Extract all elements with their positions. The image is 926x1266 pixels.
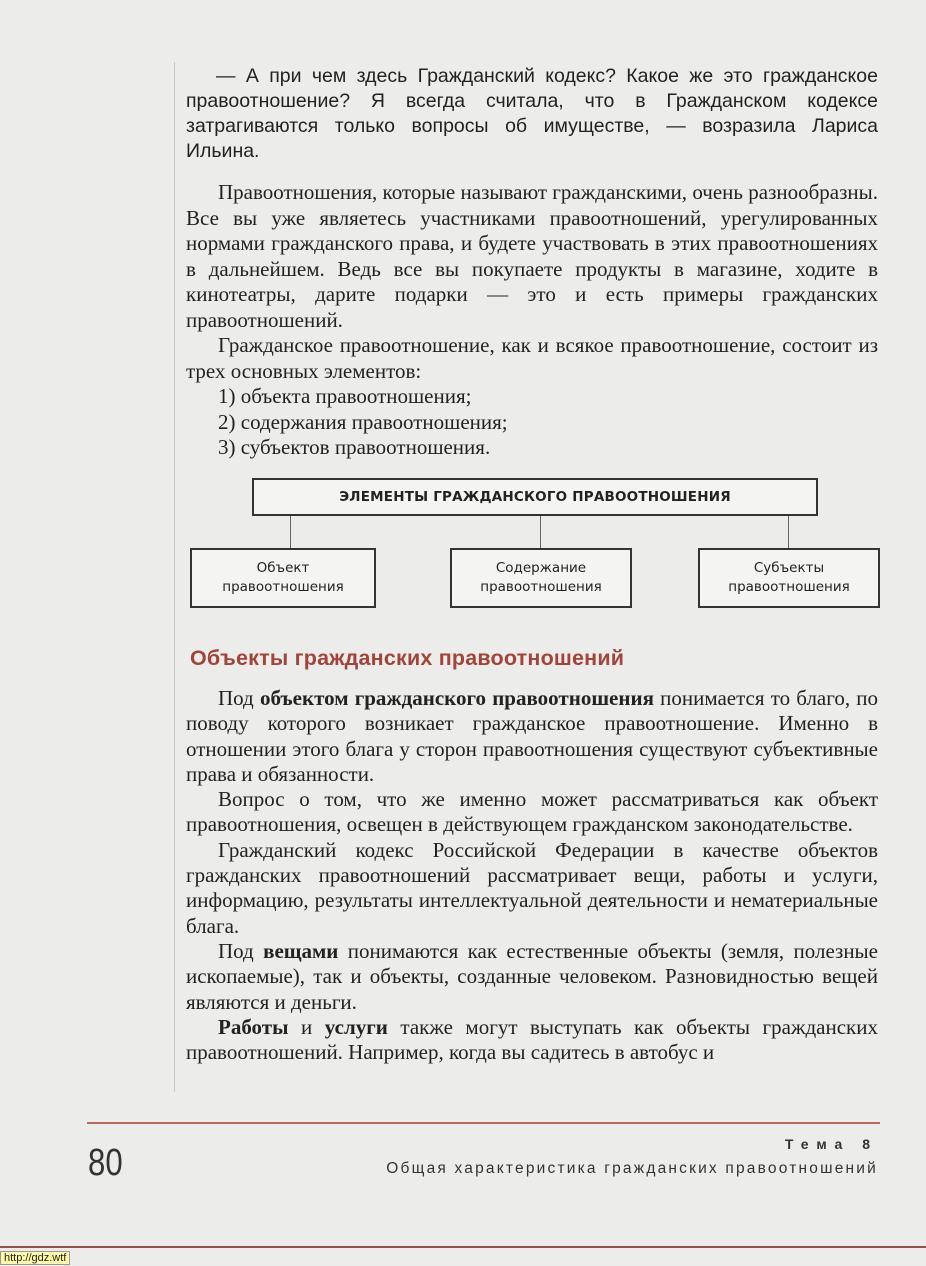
text-run: Под	[218, 938, 264, 963]
body-block-objects	[186, 686, 878, 1065]
diagram-box-object	[190, 548, 376, 608]
box-line: Субъекты	[753, 560, 825, 576]
paragraph: Вопрос о том, что же именно может рассматриваться как объект правоотношения, освещен в действующем гражданском законодательстве.	[186, 787, 878, 837]
diagram-title-box: ЭЛЕМЕНТЫ ГРАЖДАНСКОГО ПРАВООТНОШЕНИЯ	[252, 478, 818, 516]
bold-term: вещами	[263, 938, 339, 963]
diagram-box-content	[450, 548, 632, 608]
text-run: также могут выступать как объекты гражданских правоотношений. Например, когда вы садитесь в автобус и	[186, 1014, 878, 1065]
list-item: 3) субъектов правоотношения.	[218, 435, 491, 459]
paragraph: Гражданское правоотношение, как и всякое правоотношение, состоит из трех основных элементов:	[186, 333, 878, 383]
paragraph	[186, 686, 878, 787]
footer-subtitle: Общая характеристика гражданских правоотношений	[386, 1160, 878, 1177]
connector-line	[290, 514, 291, 550]
page-number: 80	[88, 1142, 123, 1184]
paragraph	[186, 939, 878, 1015]
source-link[interactable]: http://gdz.wtf	[0, 1251, 70, 1265]
bold-term: услуги	[324, 1014, 388, 1039]
connector-line	[540, 514, 541, 550]
section-heading: Объекты гражданских правоотношений	[190, 646, 625, 670]
body-block-intro	[186, 180, 878, 461]
text-run: и	[288, 1014, 325, 1039]
paragraph: Правоотношения, которые называют гражданскими, очень разнообразны. Все вы уже являетесь участниками правоотношений, урегулированных нормами гражданского права, и будете участвовать в этих правоотношениях в дальнейшем. Ведь все вы покупаете продукты в магазине, ходите в кинотеатры, дарите подарки — это и есть примеры гражданских правоотношений.	[186, 180, 878, 332]
page-binding-edge	[174, 62, 175, 1092]
connector-line	[788, 514, 789, 550]
box-line: Объект	[256, 560, 310, 576]
bold-term: Работы	[218, 1014, 289, 1039]
footer-topic: Тема 8	[784, 1136, 878, 1152]
box-line: правоотношения	[222, 579, 344, 595]
box-line: Содержание	[495, 560, 587, 576]
diagram-box-subjects	[698, 548, 880, 608]
text-run: понимается то благо, по поводу которого возникает гражданское правоотношение. Именно в отношении этого блага у сторон правоотношения существуют субъективные права и обязанности.	[186, 686, 879, 786]
dialog-paragraph: — А при чем здесь Гражданский кодекс? Какое же это гражданское правоотношение? Я всегда считала, что в Гражданском кодексе затрагиваются только вопросы об имуществе, — возразила Лариса Ильина.	[186, 65, 878, 162]
text-run: понимаются как естественные объекты (земля, полезные ископаемые), так и объекты, созданные человеком. Разновидностью вещей являются и деньги.	[186, 938, 878, 1014]
box-line: правоотношения	[480, 579, 602, 595]
bold-term: объектом гражданского правоотношения	[259, 686, 654, 710]
bottom-divider	[0, 1246, 926, 1248]
list-item: 1) объекта правоотношения;	[218, 384, 472, 408]
text-run: Под	[218, 686, 260, 710]
footer-divider	[87, 1122, 880, 1124]
paragraph	[186, 1015, 878, 1066]
list-item: 2) содержания правоотношения;	[218, 409, 508, 434]
elements-diagram	[190, 476, 880, 616]
box-line: правоотношения	[728, 579, 850, 595]
paragraph: Гражданский кодекс Российской Федерации в качестве объектов гражданских правоотношений рассматривает вещи, работы и услуги, информацию, результаты интеллектуальной деятельности и нематериальные блага.	[186, 837, 878, 938]
